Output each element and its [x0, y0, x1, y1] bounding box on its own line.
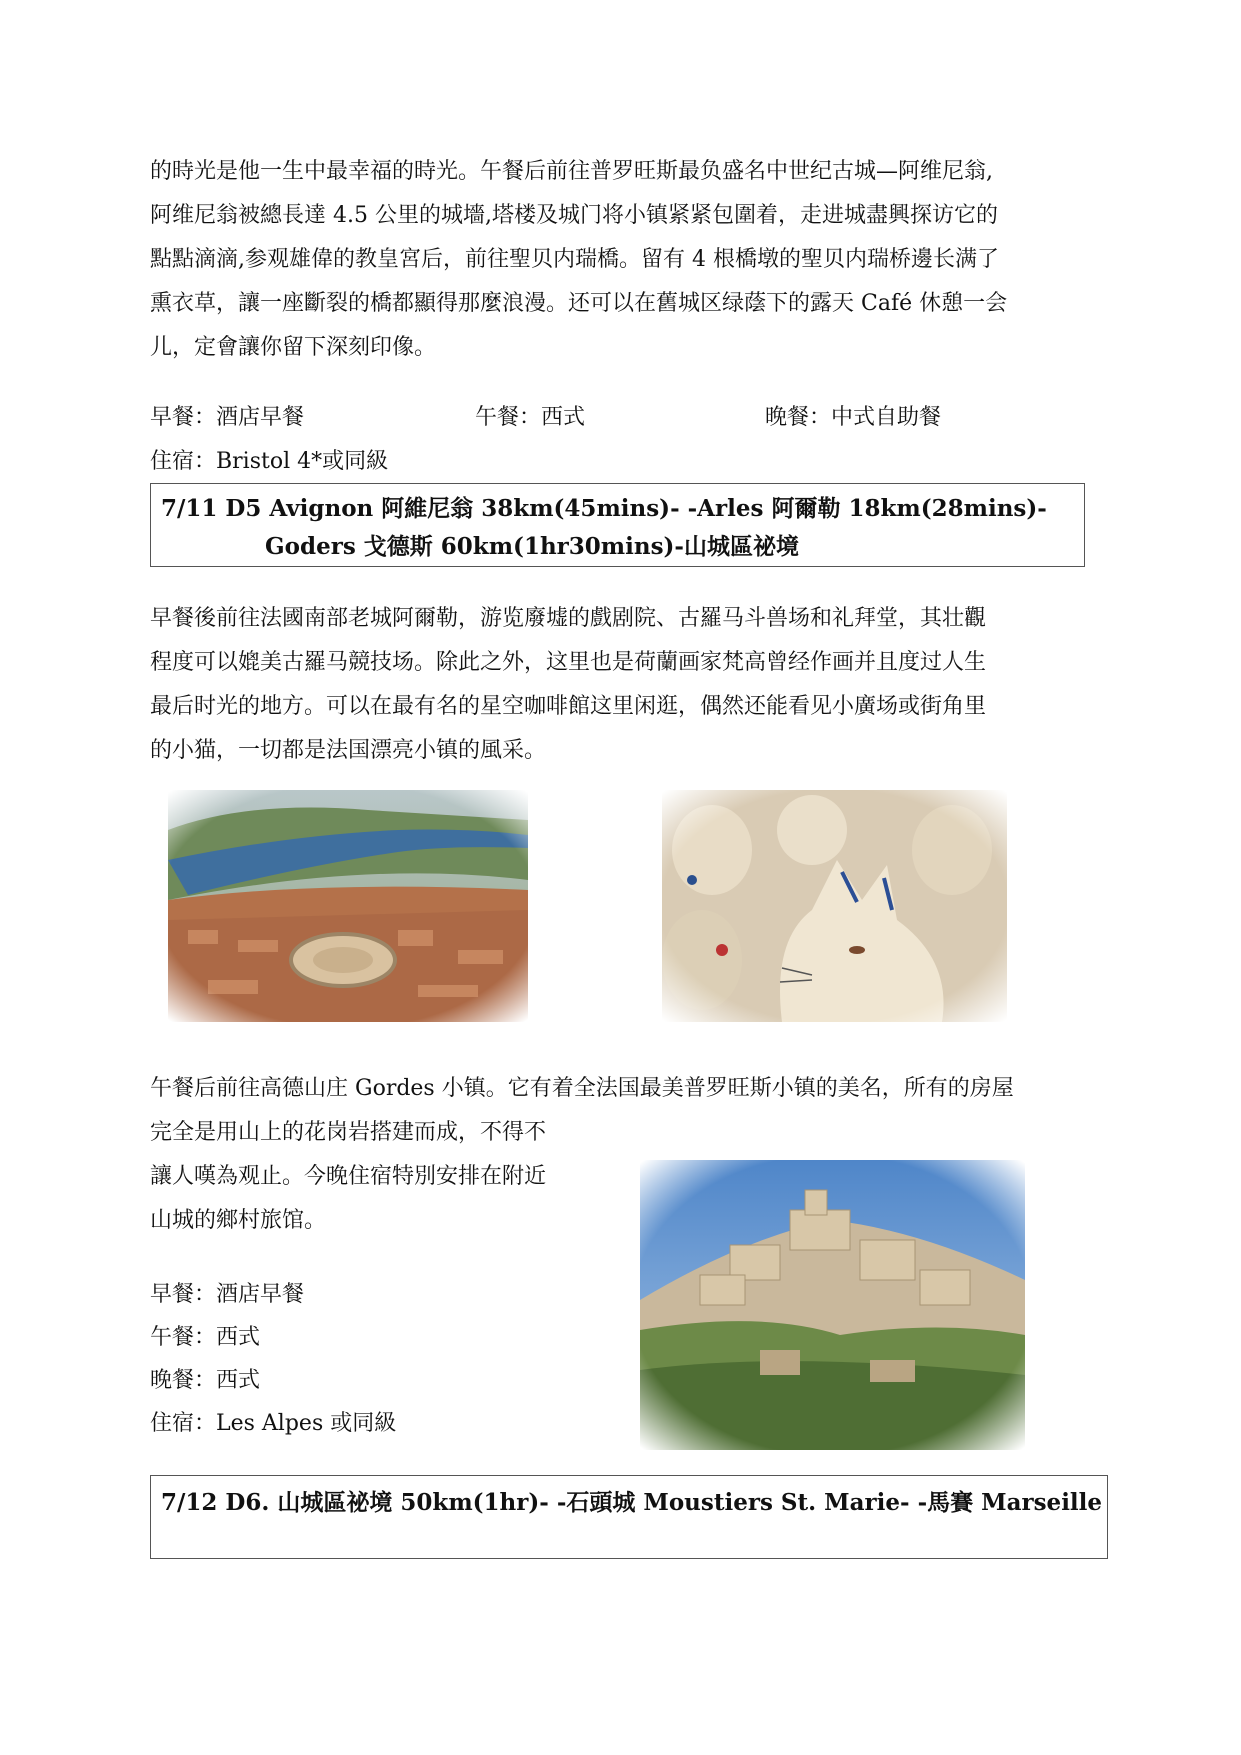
arles-aerial-photo: [168, 790, 528, 1022]
text-line: 的小猫，一切都是法国漂亮小镇的風采。: [150, 738, 547, 763]
day6-header: [150, 1475, 1108, 1559]
text-line: 早餐後前往法國南部老城阿爾勒，游览廢墟的戲剧院、古羅马斗兽场和礼拜堂，其壮觀: [150, 606, 987, 631]
day5-header-line1: 7/11 D5 Avignon 阿維尼翁 38km(45mins)- -Arles 阿爾勒 18km(28mins)-: [161, 495, 1047, 522]
meal-dinner: 晚餐：西式: [150, 1368, 261, 1393]
text-line: 完全是用山上的花岗岩搭建而成，不得不: [150, 1120, 547, 1145]
ceramic-cats-photo: [662, 790, 1007, 1022]
text-line: 最后时光的地方。可以在最有名的星空咖啡館这里闲逛，偶然还能看见小廣场或街角里: [150, 694, 987, 719]
text-line: 點點滴滴,参观雄偉的教皇宮后，前往聖贝内瑞橋。留有 4 根橋墩的聖贝内瑞桥邊长满了: [150, 247, 999, 272]
hotel-info: 住宿：Les Alpes 或同級: [150, 1411, 397, 1436]
text-line: 阿维尼翁被總長達 4.5 公里的城墻,塔楼及城门将小镇紧紧包圍着，走进城盡興探访它的: [150, 203, 998, 228]
meal-lunch: 午餐：西式: [475, 405, 586, 430]
day5-header-line2: Goders 戈德斯 60km(1hr30mins)-山城區祕境: [265, 533, 799, 560]
text-line: 的時光是他一生中最幸福的時光。午餐后前往普罗旺斯最负盛名中世纪古城—阿维尼翁,: [150, 159, 993, 184]
meal-breakfast: 早餐：酒店早餐: [150, 1282, 305, 1307]
text-line: 儿，定會讓你留下深刻印像。: [150, 335, 437, 360]
text-line: 熏衣草，讓一座斷裂的橋都顯得那麼浪漫。还可以在舊城区绿蔭下的露天 Café 休憩一会: [150, 291, 1008, 316]
meal-lunch: 午餐：西式: [150, 1325, 261, 1350]
intro-paragraph: [150, 150, 1085, 370]
text-line: 讓人嘆為观止。今晚住宿特別安排在附近: [150, 1164, 547, 1189]
meal-dinner: 晚餐：中式自助餐: [765, 405, 942, 430]
day6-header-line1: 7/12 D6. 山城區祕境 50km(1hr)- -石頭城 Moustiers St. Marie- -馬賽 Marseille: [161, 1489, 1103, 1516]
day5-paragraph-arles: [150, 597, 1085, 773]
day5-header: [150, 483, 1085, 567]
gordes-village-photo: [640, 1160, 1025, 1450]
text-line: 程度可以媲美古羅马競技场。除此之外，这里也是荷蘭画家梵高曾经作画并且度过人生: [150, 650, 987, 675]
text-line: 山城的鄉村旅馆。: [150, 1208, 327, 1233]
text-line: 午餐后前往高德山庄 Gordes 小镇。它有着全法国最美普罗旺斯小镇的美名，所有的房屋: [150, 1076, 1014, 1101]
meal-breakfast: 早餐：酒店早餐: [150, 405, 305, 430]
hotel-info: 住宿：Bristol 4*或同級: [150, 449, 389, 474]
